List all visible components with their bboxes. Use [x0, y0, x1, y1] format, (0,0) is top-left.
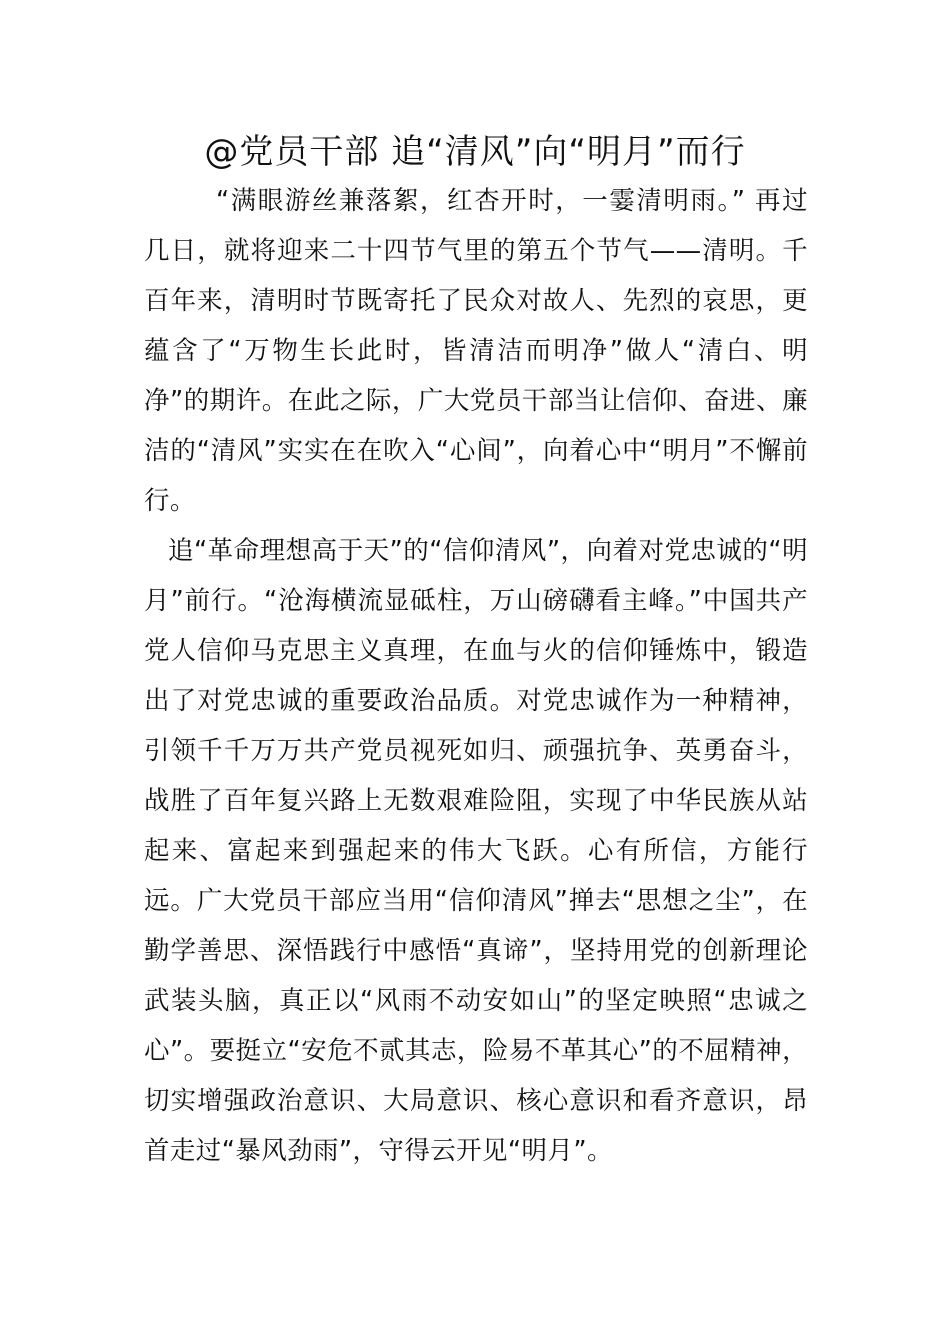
document-title: @党员干部 追“清风”向“明月”而行 [204, 132, 746, 172]
body-paragraph-1: “满眼游丝兼落絮，红杏开时，一霎清明雨。” 再过几日，就将迎来二十四节气里的第五个节气——清明。千百年来，清明时节既寄托了民众对故人、先烈的哀思，更蕴含了“万物生长此时，皆清洁而明净”做人“清白、明净”的期许。在此之际，广大党员干部当让信仰、奋进、廉洁的“清风”实实在在吹入“心间”，向着心中“明月”不懈前行。 [144, 186, 808, 516]
body-paragraph-2: 追“革命理想高于天”的“信仰清风”，向着对党忠诚的“明月”前行。“沧海横流显砥柱，万山磅礴看主峰。”中国共产党人信仰马克思主义真理，在血与火的信仰锤炼中，锻造出了对党忠诚的重要政治品质。对党忠诚作为一种精神，引领千千万万共产党员视死如归、顽强抗争、英勇奋斗，战胜了百年复兴路上无数艰难险阻，实现了中华民族从站起来、富起来到强起来的伟大飞跃。心有所信，方能行远。广大党员干部应当用“信仰清风”掸去“思想之尘”，在勤学善思、深悟践行中感悟“真谛”，坚持用党的创新理论武装头脑，真正以“风雨不动安如山”的坚定映照“忠诚之心”。要挺立“安危不贰其志，险易不革其心”的不屈精神，切实增强政治意识、大局意识、核心意识和看齐意识，昂首走过“暴风劲雨”，守得云开见“明月”。 [144, 536, 808, 1166]
